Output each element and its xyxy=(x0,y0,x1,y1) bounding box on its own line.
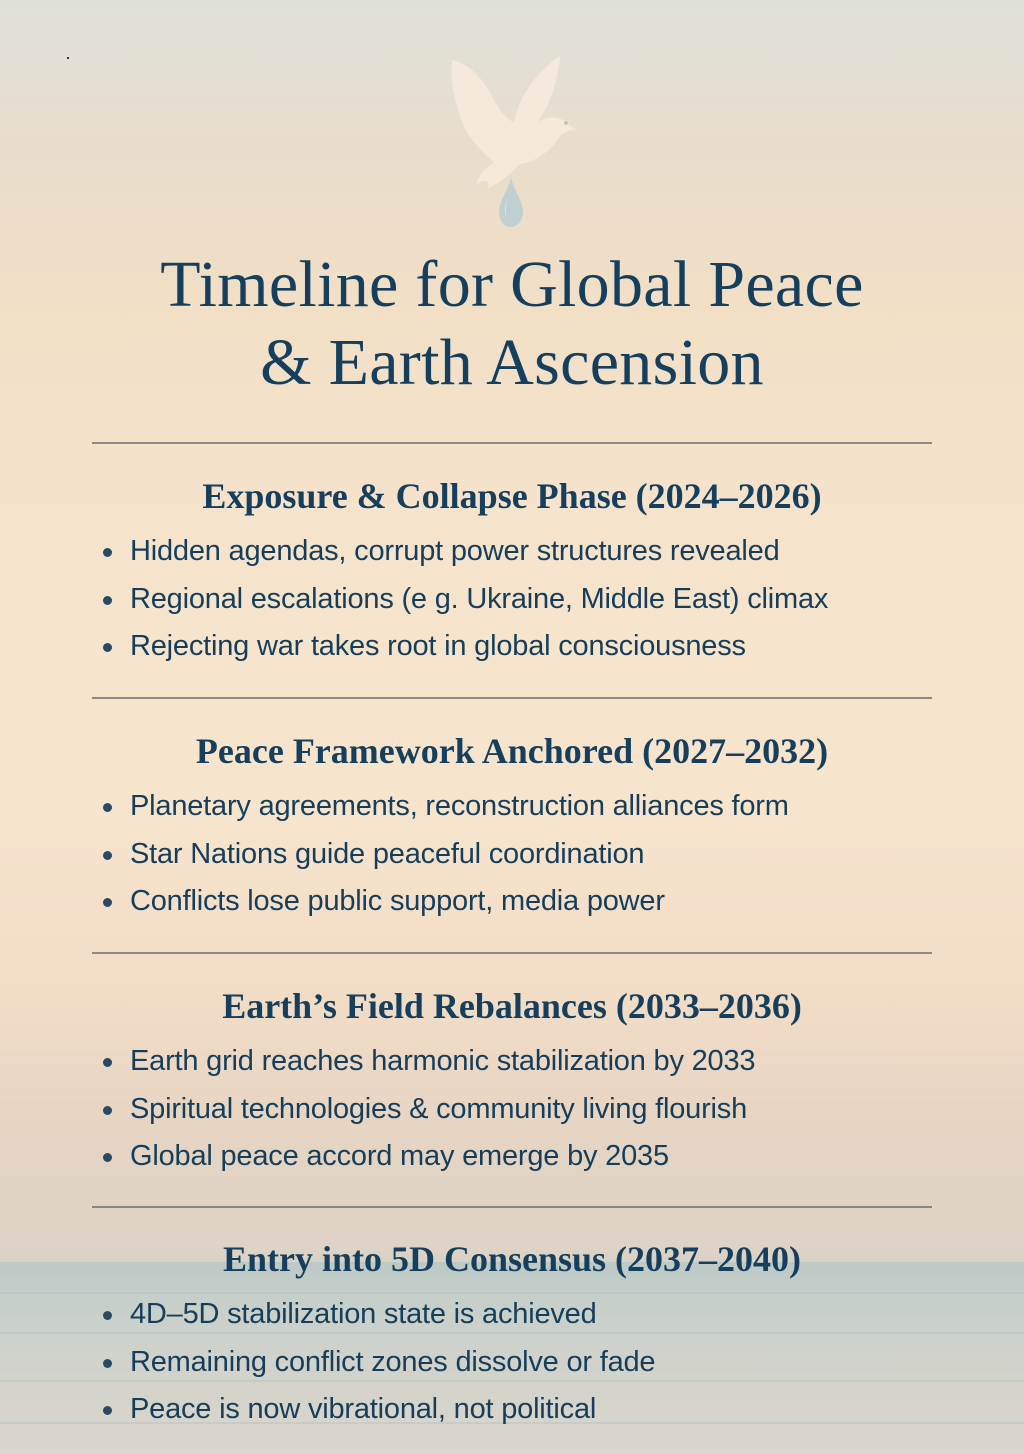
divider xyxy=(92,952,932,954)
list-item: Earth grid reaches harmonic stabilization by 2033 xyxy=(92,1038,932,1086)
dove-icon xyxy=(440,50,590,190)
bullet-list xyxy=(92,528,932,671)
section-peace-framework xyxy=(92,729,932,926)
list-item: Star Nations guide peaceful coordination xyxy=(92,831,932,879)
list-item: Remaining conflict zones dissolve or fade xyxy=(92,1339,932,1387)
bullet-list xyxy=(92,783,932,926)
title-line-1: Timeline for Global Peace xyxy=(160,248,864,321)
list-item: Rejecting war takes root in global consciousness xyxy=(92,623,932,671)
bullet-list xyxy=(92,1291,932,1434)
list-item: Planetary agreements, reconstruction alliances form xyxy=(92,783,932,831)
list-item: Hidden agendas, corrupt power structures revealed xyxy=(92,528,932,576)
bullet-list xyxy=(92,1038,932,1181)
section-heading: Entry into 5D Consensus (2037–2040) xyxy=(222,1239,802,1279)
list-item: 4D–5D stabilization state is achieved xyxy=(92,1291,932,1339)
list-item: Global peace accord may emerge by 2035 xyxy=(92,1133,932,1181)
divider xyxy=(92,1206,932,1208)
section-5d-consensus xyxy=(92,1237,932,1434)
list-item: Regional escalations (e g. Ukraine, Middle East) climax xyxy=(92,576,932,624)
water-drop-icon xyxy=(497,178,525,228)
title-line-2: & Earth Ascension xyxy=(260,326,764,399)
page-title xyxy=(0,246,1024,402)
list-item: Peace is now vibrational, not political xyxy=(92,1386,932,1434)
section-earth-field xyxy=(92,984,932,1181)
speck xyxy=(67,57,69,59)
divider xyxy=(92,697,932,699)
section-heading: Exposure & Collapse Phase (2024–2026) xyxy=(202,476,822,516)
section-exposure-collapse xyxy=(92,474,932,671)
section-heading: Earth’s Field Rebalances (2033–2036) xyxy=(222,986,802,1026)
list-item: Conflicts lose public support, media power xyxy=(92,878,932,926)
divider xyxy=(92,442,932,444)
list-item: Spiritual technologies & community living flourish xyxy=(92,1086,932,1134)
section-heading: Peace Framework Anchored (2027–2032) xyxy=(195,731,829,771)
